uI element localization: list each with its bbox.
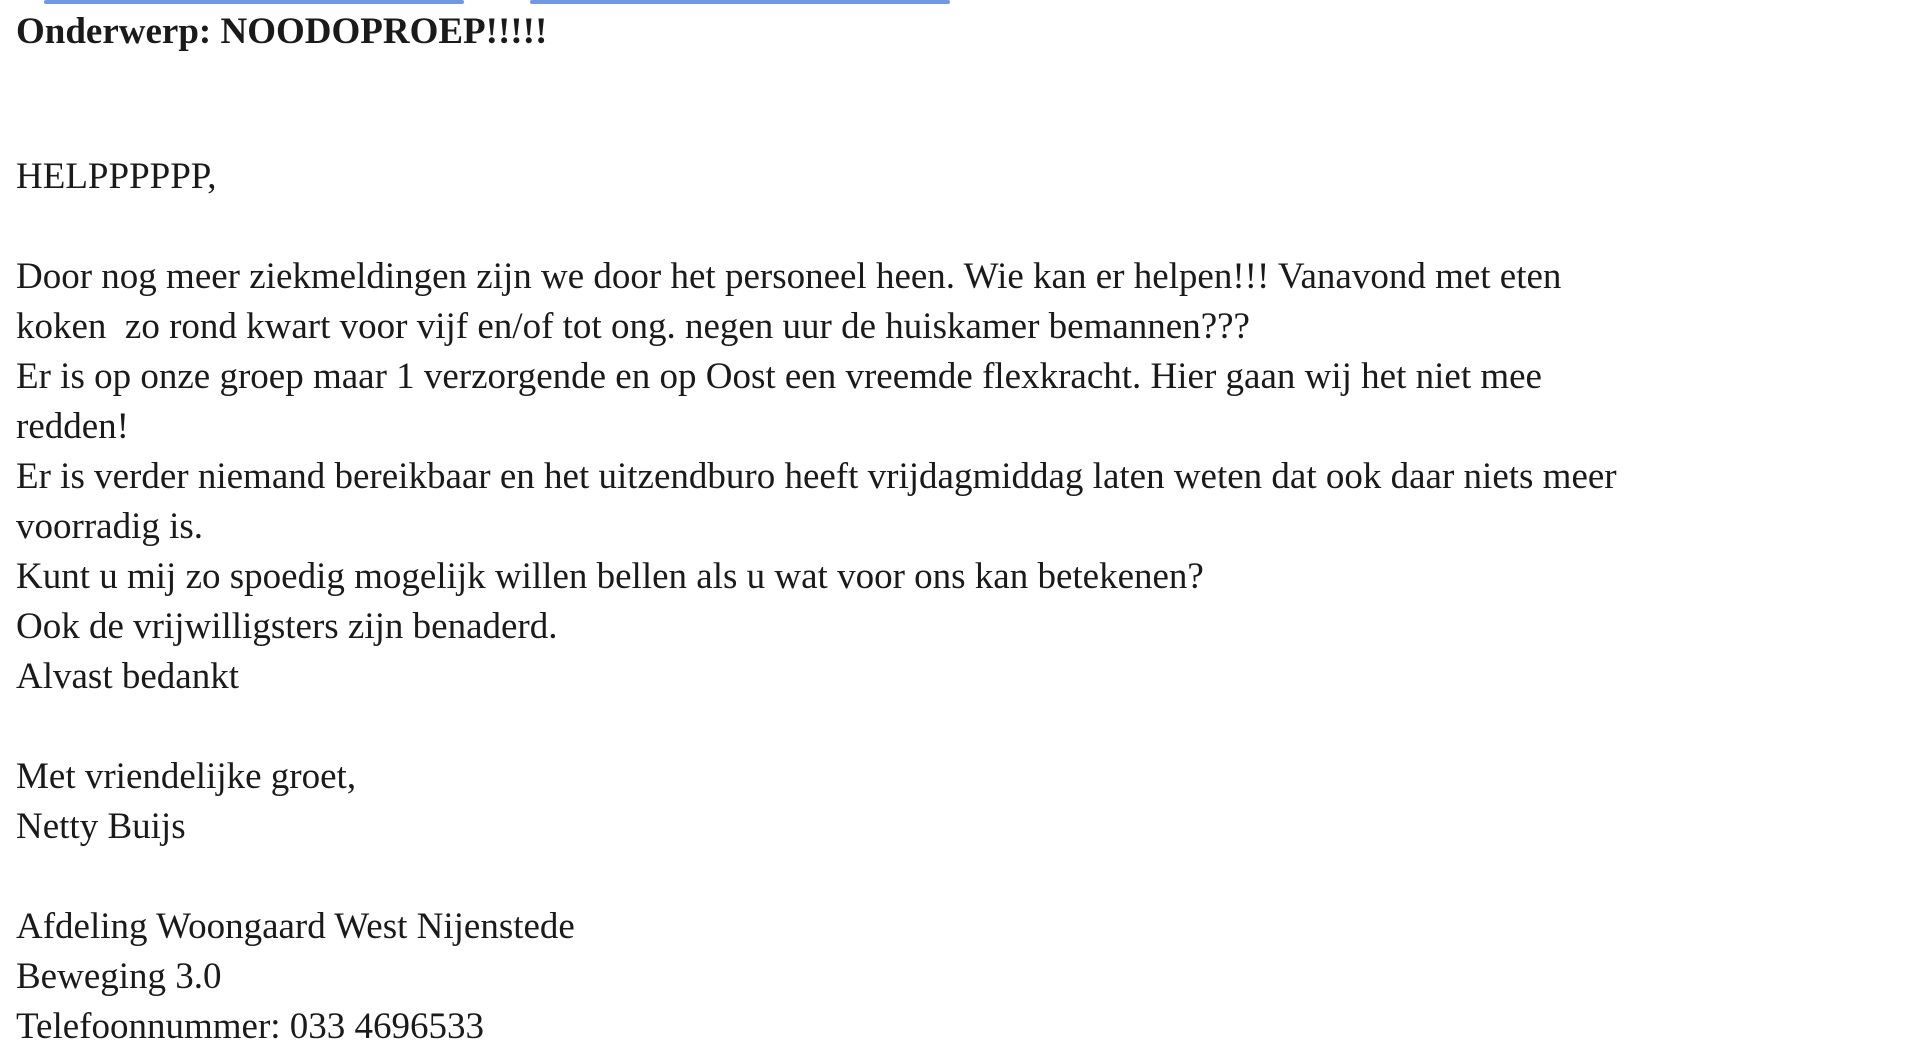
signature-phone: Telefoonnummer: 033 4696533 [16,1006,485,1047]
signature-program: Beweging 3.0 [16,956,222,997]
body-line: Er is verder niemand bereikbaar en het uitzendburo heeft vrijdagmiddag laten weten dat ook daar niets meer [16,456,1617,497]
email-greeting: HELPPPPPP, [16,156,217,197]
signature-department: Afdeling Woongaard West Nijenstede [16,906,575,947]
email-message [16,2,1906,1052]
email-signature [16,902,1906,1052]
body-line: redden! [16,406,129,447]
email-subject: Onderwerp: NOODOPROEP!!!!! [16,11,548,52]
body-line: Door nog meer ziekmeldingen zijn we door het personeel heen. Wie kan er helpen!!! Vanavond met eten [16,256,1562,297]
body-line: Kunt u mij zo spoedig mogelijk willen bellen als u wat voor ons kan betekenen? [16,556,1204,597]
body-line: Ook de vrijwilligsters zijn benaderd. [16,606,558,647]
body-line: Alvast bedankt [16,656,239,697]
sender-name: Netty Buijs [16,806,186,847]
body-line: koken zo rond kwart voor vijf en/of tot ong. negen uur de huiskamer bemannen??? [16,306,1250,347]
closing-salutation: Met vriendelijke groet, [16,756,357,797]
body-line: Er is op onze groep maar 1 verzorgende en op Oost een vreemde flexkracht. Hier gaan wij het niet mee [16,356,1542,397]
body-line: voorradig is. [16,506,204,547]
email-body [16,252,1906,702]
email-closing [16,752,1906,852]
